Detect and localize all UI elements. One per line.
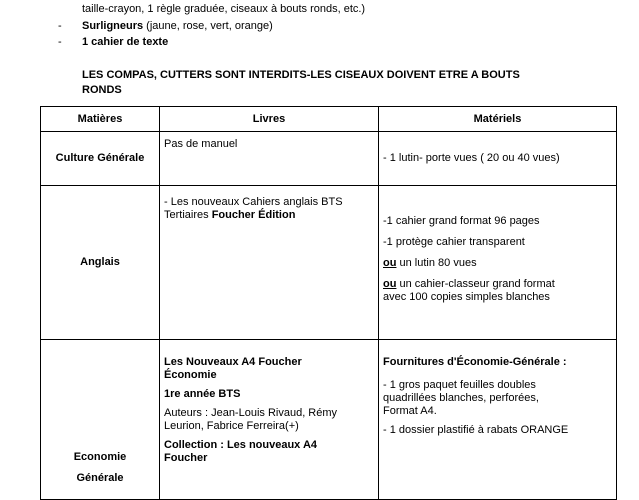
materials-cell — [379, 132, 617, 186]
subject-cell: Anglais — [41, 186, 160, 340]
intro-line-1: taille-crayon, 1 règle graduée, ciseaux à bouts ronds, etc.) — [82, 3, 366, 15]
warning-line-2: RONDS — [82, 84, 122, 96]
book-authors: Leurion, Fabrice Ferreira(+) — [164, 420, 299, 432]
materials-line: - 1 dossier plastifié à rabats ORANGE — [383, 424, 569, 436]
header-subjects: Matières — [41, 107, 160, 132]
materials-line: - 1 gros paquet feuilles doubles — [383, 379, 536, 391]
or-label: ou — [383, 257, 397, 269]
bullet: - — [58, 20, 62, 32]
table-row — [41, 186, 617, 340]
highlighters-label: Surligneurs — [82, 20, 144, 32]
books-line-plain: Tertiaires — [164, 209, 212, 221]
header-books: Livres — [160, 107, 379, 132]
bullet: - — [58, 36, 62, 48]
book-title: Les Nouveaux A4 Foucher — [164, 356, 302, 368]
book-collection: Foucher — [164, 452, 208, 464]
subject-cell: Culture Générale — [41, 132, 160, 186]
materials-option: un cahier-classeur grand format — [399, 278, 555, 290]
publisher: Foucher Édition — [211, 209, 296, 221]
materials-line — [383, 278, 612, 291]
subject-line: Générale — [76, 471, 124, 484]
materials-title: Fournitures d'Économie-Générale : — [383, 356, 567, 368]
materials-line: avec 100 copies simples blanches — [383, 291, 550, 303]
book-year: 1re année BTS — [164, 388, 241, 400]
or-label: ou — [383, 278, 397, 290]
subject-line: Economie — [73, 450, 127, 463]
materials-line: -1 protège cahier transparent — [383, 236, 525, 248]
materials-line: Format A4. — [383, 405, 437, 417]
books-line — [164, 209, 374, 222]
books-text: Pas de manuel — [164, 138, 238, 150]
intro-line-3: 1 cahier de texte — [82, 36, 169, 48]
materials-text: - 1 lutin- porte vues ( 20 ou 40 vues) — [383, 152, 560, 164]
highlighters-colors: (jaune, rose, vert, orange) — [143, 20, 273, 32]
books-cell — [160, 132, 379, 186]
supplies-table — [40, 106, 617, 500]
books-line: - Les nouveaux Cahiers anglais BTS — [164, 196, 343, 208]
materials-cell — [379, 186, 617, 340]
books-cell — [160, 340, 379, 500]
table-row — [41, 340, 617, 500]
books-cell — [160, 186, 379, 340]
materials-line — [383, 257, 612, 270]
subject-cell — [41, 340, 160, 500]
book-collection: Collection : Les nouveaux A4 — [164, 439, 318, 451]
book-authors: Auteurs : Jean-Louis Rivaud, Rémy — [164, 407, 338, 419]
table-header-row — [41, 107, 617, 132]
header-materials: Matériels — [379, 107, 617, 132]
materials-line: quadrillées blanches, perforées, — [383, 392, 539, 404]
warning-line-1: LES COMPAS, CUTTERS SONT INTERDITS-LES CISEAUX DOIVENT ETRE A BOUTS — [82, 69, 520, 81]
book-title: Économie — [164, 369, 217, 381]
materials-line: -1 cahier grand format 96 pages — [383, 215, 540, 227]
intro-line-2 — [82, 19, 273, 33]
materials-cell — [379, 340, 617, 500]
table-row — [41, 132, 617, 186]
materials-option: un lutin 80 vues — [399, 257, 477, 269]
